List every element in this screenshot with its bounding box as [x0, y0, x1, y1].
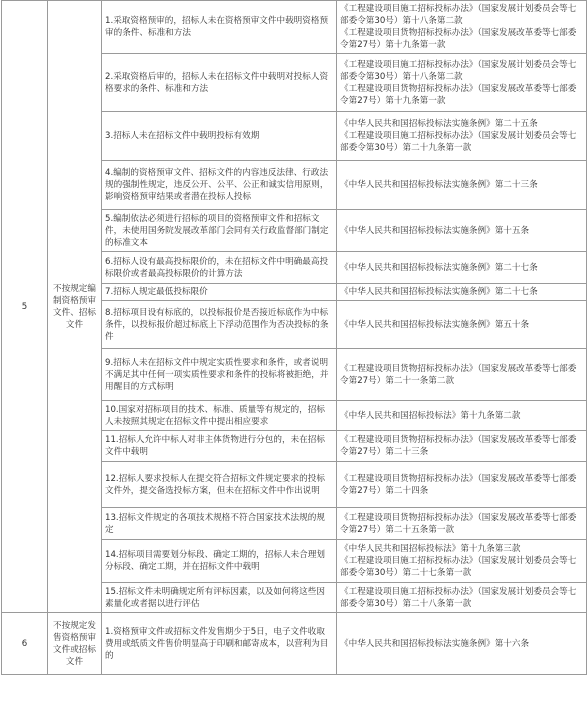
- basis-line: 《中华人民共和国招标投标法实施条例》第五十条: [340, 319, 530, 330]
- basis-cell: [337, 613, 587, 675]
- basis-line: 《工程建设项目施工招标投标办法》（国家发展计划委员会等七部委令第30号）第十八条第二款: [340, 4, 577, 26]
- basis-line: 《工程建设项目货物招标投标办法》（国家发展改革委等七部委令第27号）第二十四条: [340, 473, 577, 496]
- category-cell: 不按规定发售资格预审文件或招标文件: [48, 613, 102, 675]
- description-cell: 10.国家对招标项目的技术、标准、质量等有规定的，招标人未按照其规定在招标文件中提出相应要求: [102, 401, 337, 431]
- regulation-table: [1, 0, 587, 675]
- description-cell: 1.采取资格预审的，招标人未在资格预审文件中载明资格预审的条件、标准和方法: [102, 1, 337, 54]
- category-cell: 不按规定编制资格预审文件、招标文件: [48, 1, 102, 613]
- basis-line: 《工程建设项目货物招标投标办法》（国家发展改革委等七部委令第27号）第二十一条第二款: [340, 363, 577, 386]
- description-cell: 9.招标人未在招标文件中规定实质性要求和条件，或者说明不满足其中任何一项实质性要求和条件的投标将被拒绝，并用醒目的方式标明: [102, 349, 337, 401]
- basis-cell: [337, 540, 587, 583]
- basis-line: 《中华人民共和国招标投标法实施条例》第二十三条: [340, 180, 538, 190]
- basis-line: 《中华人民共和国招标投标法》第十九条第二款: [340, 410, 521, 421]
- description-cell: 3.招标人未在招标文件中载明投标有效期: [102, 112, 337, 161]
- table-row: [2, 1, 587, 54]
- basis-line: 《工程建设项目施工招标投标办法》（国家发展计划委员会等七部委令第30号）第二十九条第一款: [340, 131, 577, 153]
- description-cell: 7.招标人规定最低投标限价: [102, 284, 337, 301]
- basis-cell: [337, 301, 587, 349]
- description-cell: 14.招标项目需要划分标段、确定工期的，招标人未合理划分标段、确定工期，并在招标文件中载明: [102, 540, 337, 583]
- description-cell: 8.招标项目设有标底的，以投标报价是否接近标底作为中标条件，以投标报价超过标底上下浮动范围作为否决投标的条件: [102, 301, 337, 349]
- basis-line: 《中华人民共和国招标投标法实施条例》第十五条: [340, 225, 530, 236]
- row-number: 5: [2, 1, 48, 613]
- description-cell: 15.招标文件未明确规定所有评标因素，以及如何将这些因素量化或者据以进行评估: [102, 583, 337, 613]
- basis-cell: [337, 349, 587, 401]
- description-cell: 2.采取资格后审的，招标人未在招标文件中载明对投标人资格要求的条件、标准和方法: [102, 54, 337, 112]
- basis-line: 《中华人民共和国招标投标法实施条例》第二十七条: [340, 262, 538, 273]
- description-cell: 12.招标人要求投标人在提交符合招标文件规定要求的投标文件外，提交备选投标方案，但未在招标文件中作出说明: [102, 462, 337, 508]
- basis-line: 《工程建设项目货物招标投标办法》（国家发展改革委等七部委令第27号）第十九条第一款: [340, 83, 577, 106]
- basis-cell: [337, 161, 587, 210]
- description-cell: 1.资格预审文件或招标文件发售期少于5日，电子文件收取费用或纸质文件售价明显高于印刷和邮寄成本，以营利为目的: [102, 613, 337, 675]
- basis-cell: [337, 508, 587, 540]
- basis-line: 《工程建设项目施工招标投标办法》（国家发展计划委员会等七部委令第30号）第二十七条第一款: [340, 556, 577, 578]
- basis-line: 《中华人民共和国招标投标法实施条例》第十六条: [340, 638, 530, 649]
- basis-line: 《中华人民共和国招标投标法实施条例》第二十五条: [340, 119, 538, 129]
- description-cell: 4.编制的资格预审文件、招标文件的内容违反法律、行政法规的强制性规定，违反公开、公平、公正和诚实信用原则，影响资格预审结果或者潜在投标人投标: [102, 161, 337, 210]
- basis-line: 《中华人民共和国招标投标法》第十九条第三款: [340, 544, 521, 554]
- basis-cell: [337, 54, 587, 112]
- basis-line: 《中华人民共和国招标投标法实施条例》第二十七条: [340, 287, 538, 297]
- basis-line: 《工程建设项目货物招标投标办法》（国家发展改革委等七部委令第27号）第二十三条: [340, 435, 577, 457]
- description-cell: 6.招标人设有最高投标限价的，未在招标文件中明确最高投标限价或者最高投标限价的计算方法: [102, 252, 337, 284]
- description-cell: 13.招标文件规定的各项技术规格不符合国家技术法规的规定: [102, 508, 337, 540]
- basis-cell: [337, 462, 587, 508]
- basis-cell: [337, 1, 587, 54]
- basis-cell: [337, 401, 587, 431]
- basis-line: 《工程建设项目施工招标投标办法》（国家发展计划委员会等七部委令第30号）第二十八条第一款: [340, 586, 577, 609]
- basis-line: 《工程建设项目施工招标投标办法》（国家发展计划委员会等七部委令第30号）第十八条第二款: [340, 59, 577, 82]
- description-cell: 5.编制依法必须进行招标的项目的资格预审文件和招标文件，未使用国务院发展改革部门会同有关行政监督部门制定的标准文本: [102, 210, 337, 252]
- basis-cell: [337, 431, 587, 462]
- basis-cell: [337, 252, 587, 284]
- description-cell: 11.招标人允许中标人对非主体货物进行分包的，未在招标文件中载明: [102, 431, 337, 462]
- table-row: [2, 613, 587, 675]
- basis-cell: [337, 583, 587, 613]
- basis-cell: [337, 284, 587, 301]
- basis-cell: [337, 210, 587, 252]
- basis-line: 《工程建设项目货物招标投标办法》（国家发展改革委等七部委令第27号）第二十五条第一款: [340, 512, 577, 535]
- row-number: 6: [2, 613, 48, 675]
- basis-cell: [337, 112, 587, 161]
- basis-line: 《工程建设项目货物招标投标办法》（国家发展改革委等七部委令第27号）第十九条第一款: [340, 28, 577, 50]
